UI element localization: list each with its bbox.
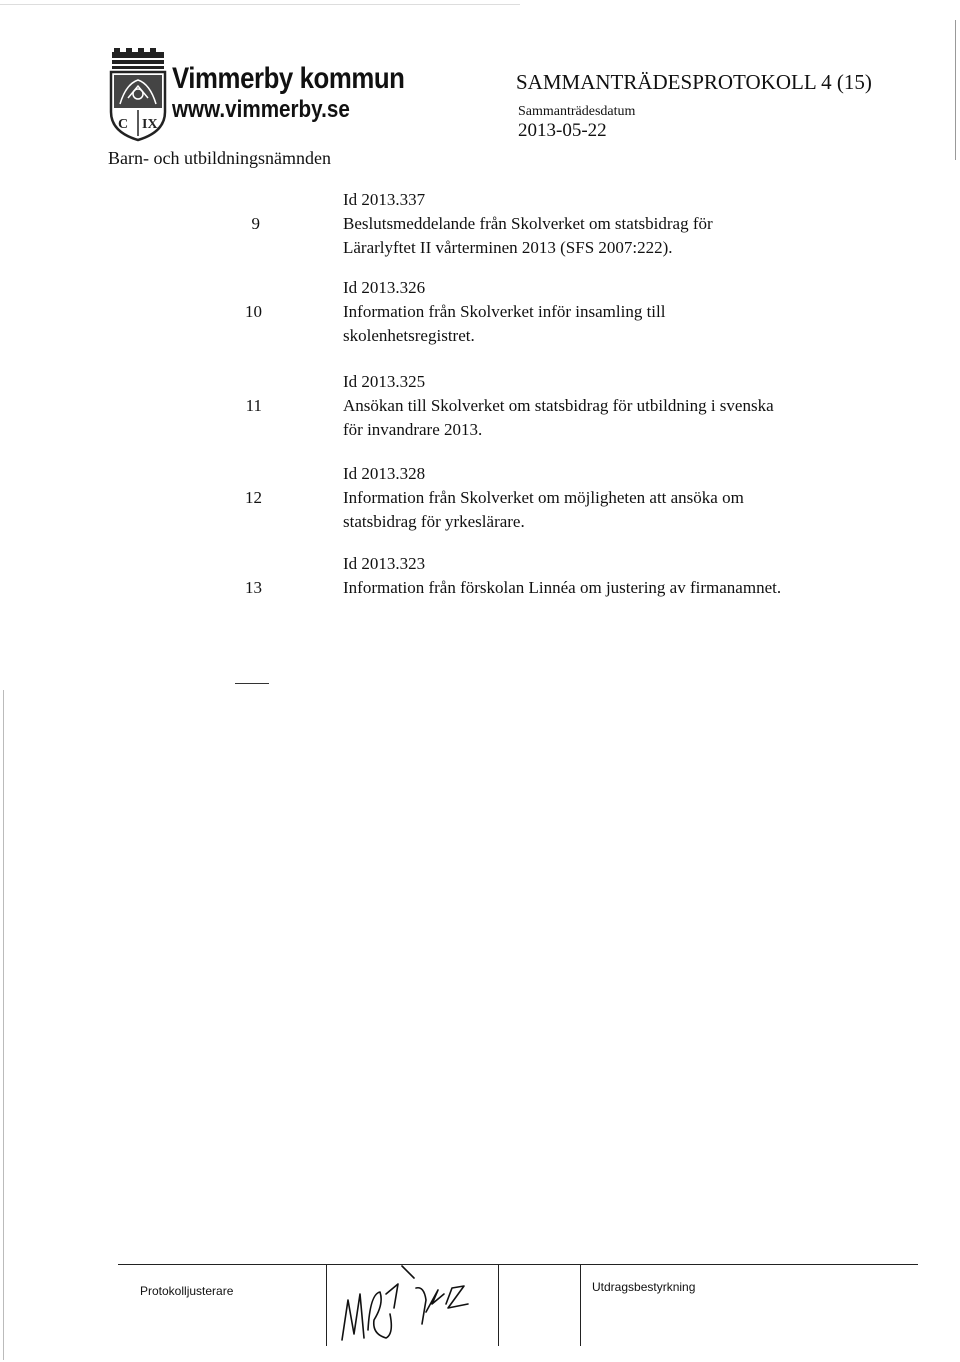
scan-margin-line bbox=[3, 690, 4, 1360]
item-id: Id 2013.326 bbox=[343, 278, 426, 297]
end-of-list-rule bbox=[235, 683, 269, 684]
item-id: Id 2013.323 bbox=[343, 554, 426, 573]
svg-text:IX: IX bbox=[142, 117, 158, 132]
coat-of-arms-logo bbox=[108, 48, 168, 142]
municipality-website[interactable]: www.vimmerby.se bbox=[172, 96, 350, 123]
item-text-line: statsbidrag för yrkeslärare. bbox=[343, 512, 525, 531]
item-id: Id 2013.337 bbox=[343, 190, 426, 209]
item-text-line: Information från förskolan Linnéa om justering av firmanamnet. bbox=[343, 578, 782, 597]
item-id: Id 2013.325 bbox=[343, 372, 426, 391]
item-text-line: Lärarlyftet II vårterminen 2013 (SFS 2007:222). bbox=[343, 238, 673, 257]
item-text-line: Ansökan till Skolverket om statsbidrag för utbildning i svenska bbox=[343, 396, 774, 415]
protocol-title: SAMMANTRÄDESPROTOKOLL 4 (15) bbox=[516, 70, 872, 94]
committee-name: Barn- och utbildningsnämnden bbox=[108, 148, 331, 168]
item-body bbox=[343, 552, 883, 600]
footer-top-rule bbox=[118, 1264, 918, 1265]
certification-label: Utdragsbestyrkning bbox=[592, 1280, 696, 1294]
item-text-line: för invandrare 2013. bbox=[343, 420, 483, 439]
item-number: 10 bbox=[245, 302, 262, 321]
item-text-line: skolenhetsregistret. bbox=[343, 326, 475, 345]
item-number: 9 bbox=[251, 214, 260, 233]
svg-text:C: C bbox=[118, 117, 129, 132]
municipality-name: Vimmerby kommun bbox=[172, 62, 405, 95]
item-number: 13 bbox=[245, 578, 262, 597]
handwritten-signature bbox=[328, 1264, 508, 1346]
item-text-line: Information från Skolverket inför insamling till bbox=[343, 302, 666, 321]
certification-box-divider bbox=[580, 1264, 581, 1346]
item-body bbox=[343, 188, 883, 260]
item-body bbox=[343, 370, 883, 442]
item-body bbox=[343, 462, 883, 534]
meeting-date-value: 2013-05-22 bbox=[518, 120, 607, 141]
item-number: 11 bbox=[245, 396, 262, 415]
item-text-line: Beslutsmeddelande från Skolverket om statsbidrag för bbox=[343, 214, 713, 233]
scan-edge-line bbox=[955, 20, 956, 160]
item-number: 12 bbox=[245, 488, 262, 507]
item-text-line: Information från Skolverket om möjligheten att ansöka om bbox=[343, 488, 744, 507]
meeting-date-label: Sammanträdesdatum bbox=[518, 104, 636, 119]
scan-artifact-line bbox=[0, 4, 520, 5]
signatory-label: Protokolljusterare bbox=[140, 1284, 234, 1298]
signature-box-divider bbox=[326, 1264, 327, 1346]
item-id: Id 2013.328 bbox=[343, 464, 426, 483]
item-body bbox=[343, 276, 883, 348]
